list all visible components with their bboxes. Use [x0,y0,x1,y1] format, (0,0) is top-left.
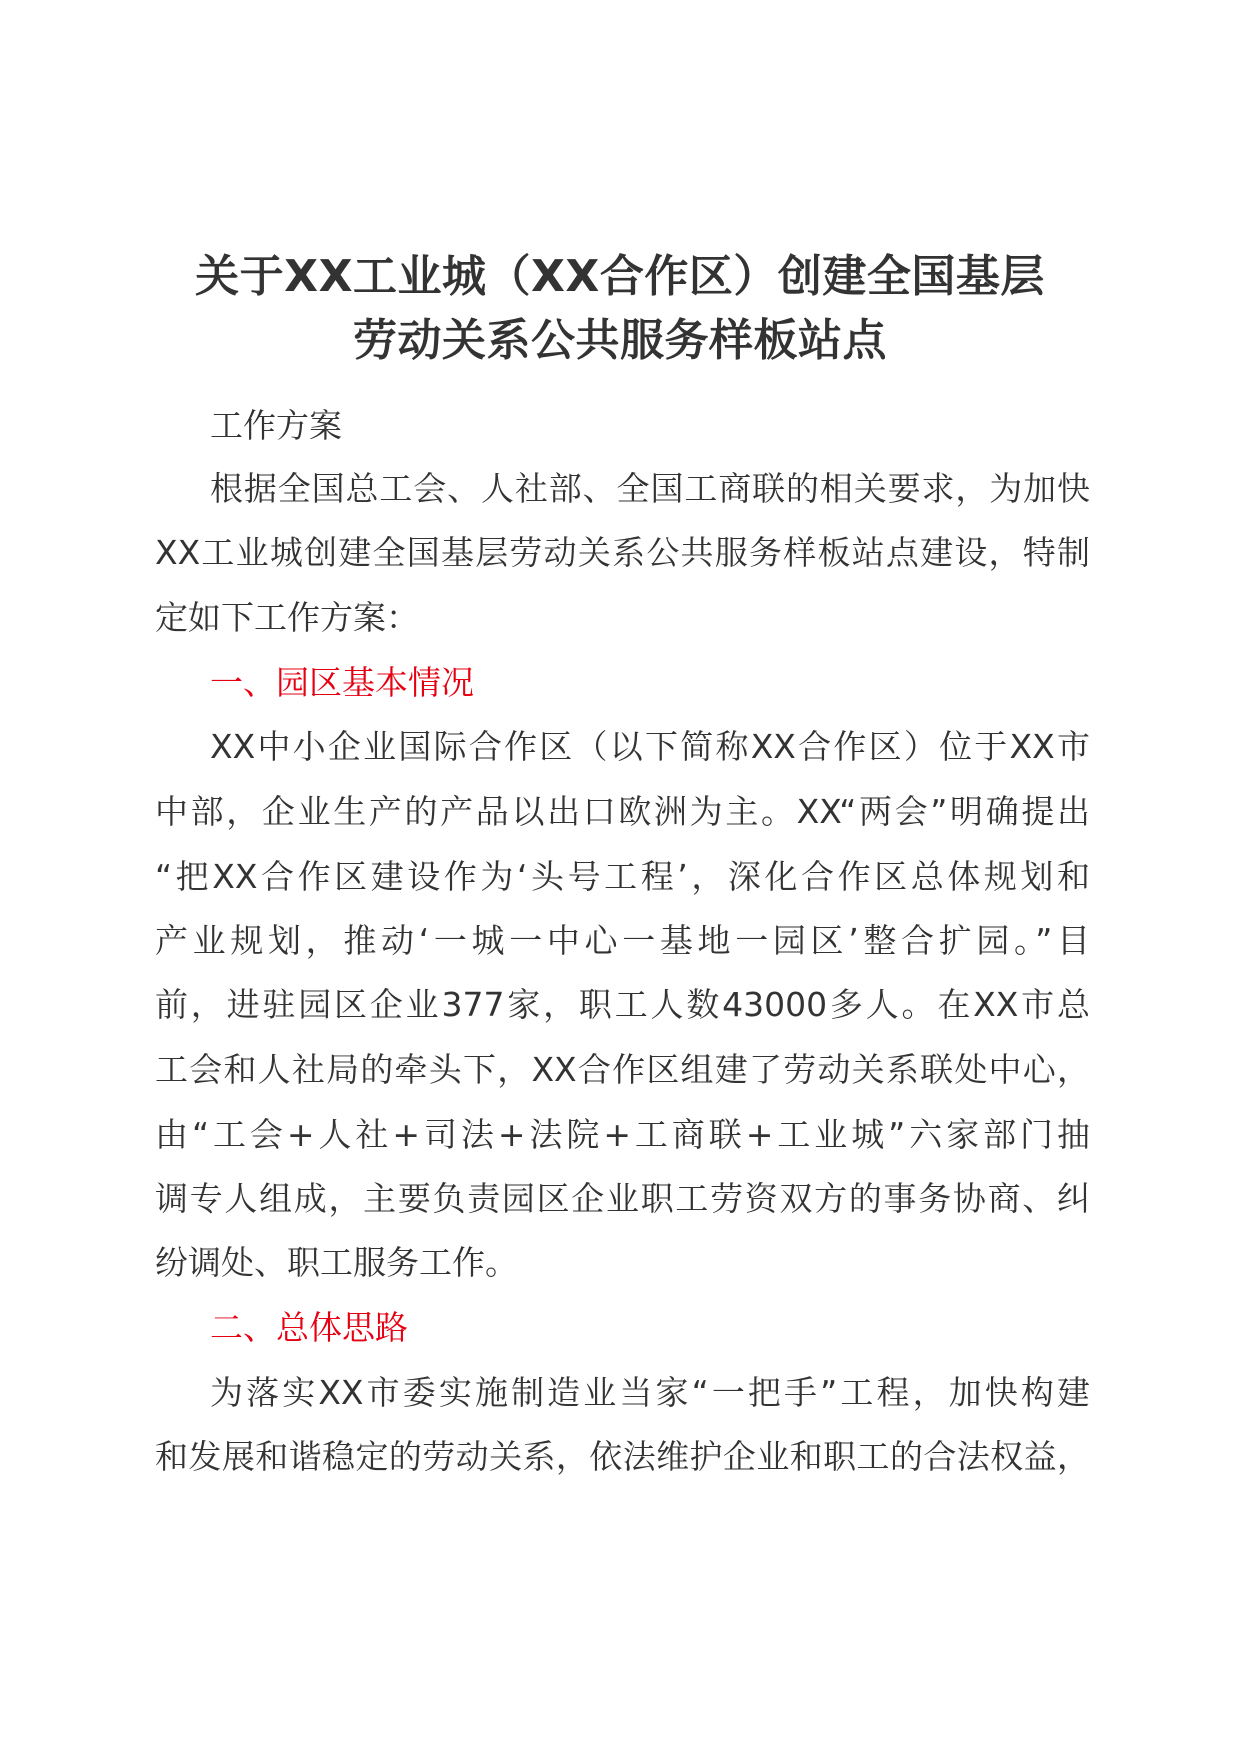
paragraph-line: XX工业城创建全国基层劳动关系公共服务样板站点建设，特制 [155,533,1090,572]
paragraph-line: 和发展和谐稳定的劳动关系，依法维护企业和职工的合法权益， [155,1437,1090,1476]
paragraph-line: 纷调处、职工服务工作。 [155,1243,518,1282]
paragraph-line: “把XX合作区建设作为‘头号工程’，深化合作区总体规划和 [155,857,1090,896]
paragraph-line: 调专人组成，主要负责园区企业职工劳资双方的事务协商、纠 [155,1179,1090,1218]
paragraph-line: 根据全国总工会、人社部、全国工商联的相关要求，为加快 [210,469,1090,508]
paragraph-line: 工会和人社局的牵头下，XX合作区组建了劳动关系联处中心， [155,1050,1090,1089]
document-title-line-1: 关于XX工业城（XX合作区）创建全国基层 [195,251,1045,302]
paragraph-line: 定如下工作方案： [155,598,419,637]
document-subtitle: 工作方案 [210,406,342,445]
document-title-line-2: 劳动关系公共服务样板站点 [353,315,887,366]
section-heading: 二、总体思路 [210,1308,408,1347]
paragraph-line: 前，进驻园区企业377家，职工人数43000多人。在XX市总 [155,985,1090,1024]
paragraph-line: 由“工会+人社+司法+法院+工商联+工业城”六家部门抽 [155,1115,1090,1154]
paragraph-line: 产业规划，推动‘一城一中心一基地一园区’整合扩园。”目 [155,921,1090,960]
paragraph-line: XX中小企业国际合作区（以下简称XX合作区）位于XX市 [210,727,1090,766]
paragraph-line: 中部，企业生产的产品以出口欧洲为主。XX“两会”明确提出 [155,792,1090,831]
section-heading: 一、园区基本情况 [210,663,474,702]
paragraph-line: 为落实XX市委实施制造业当家“一把手”工程，加快构建 [210,1373,1090,1412]
